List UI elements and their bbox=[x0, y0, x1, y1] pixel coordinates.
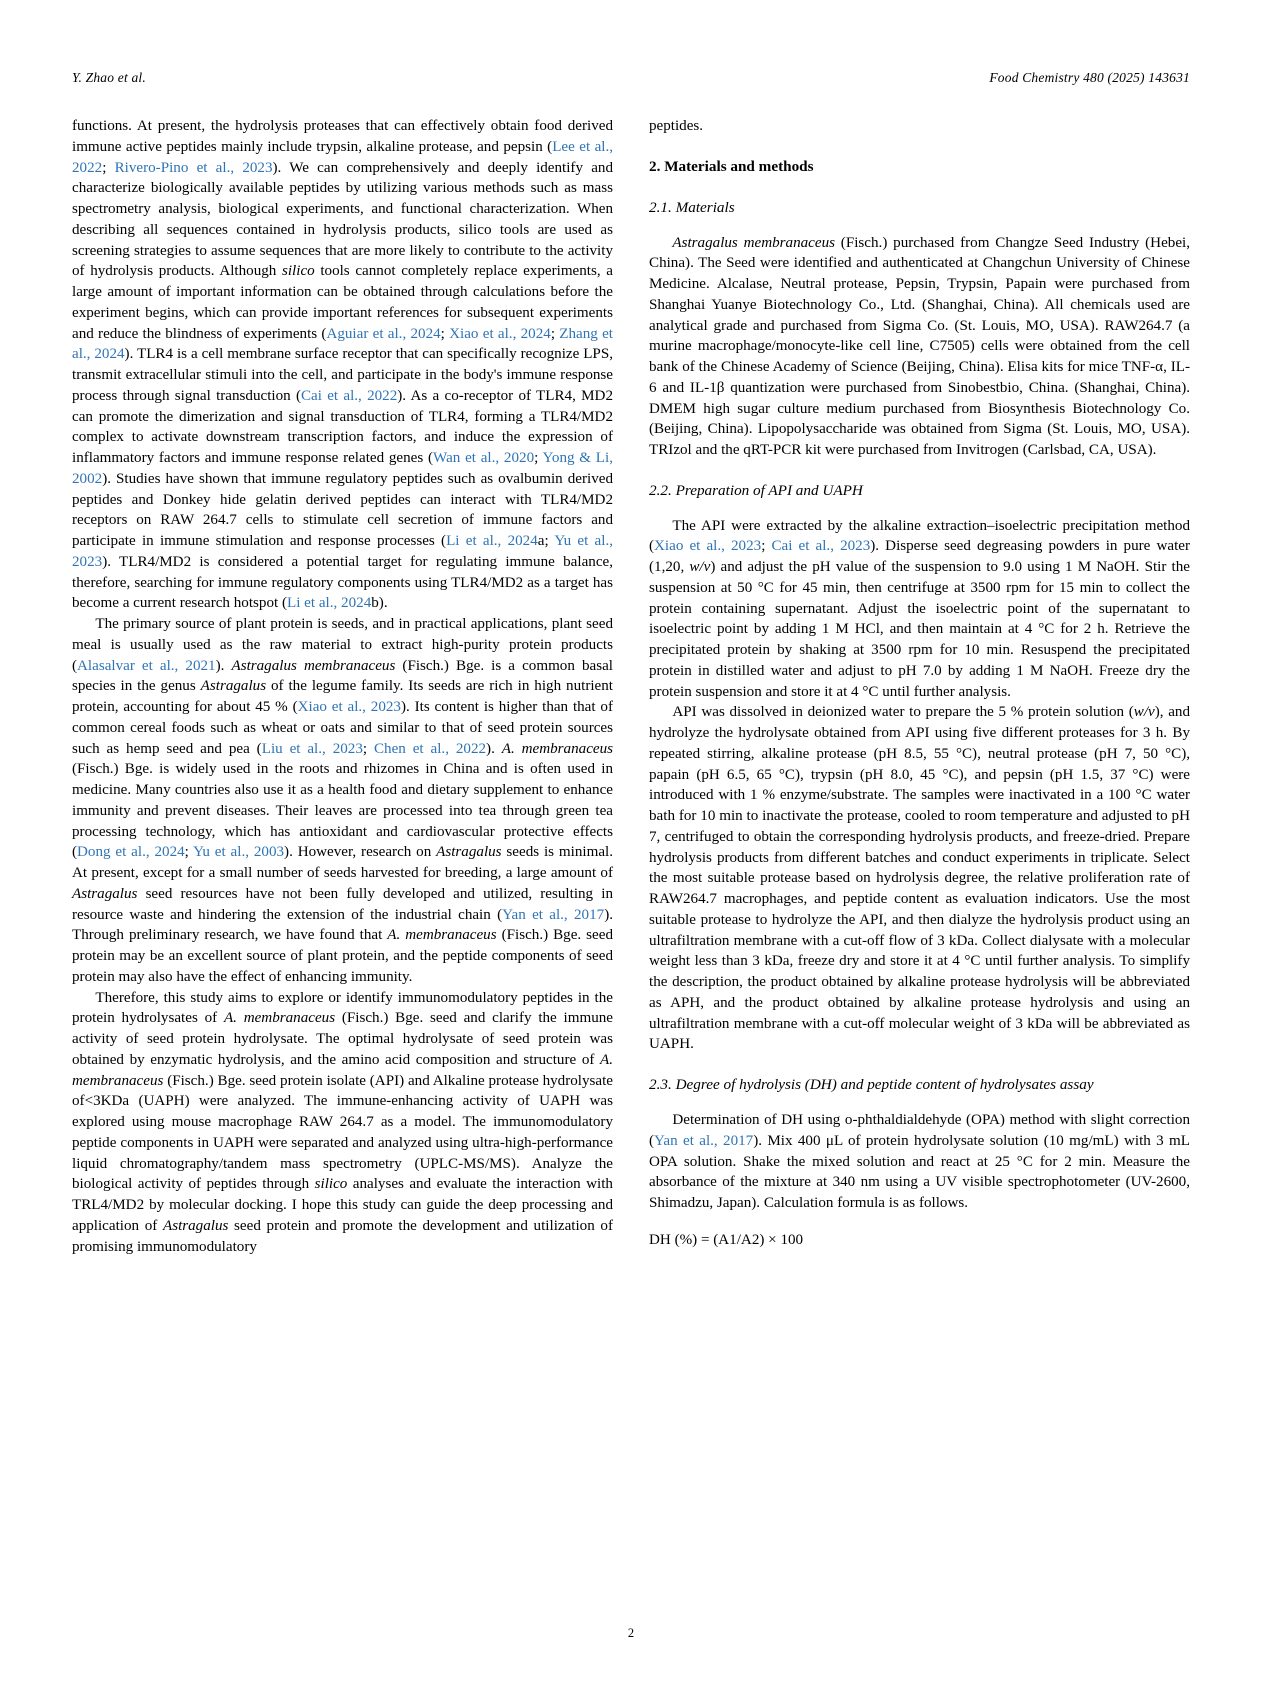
italic-silico: silico bbox=[281, 263, 315, 280]
text-run: Therefore, this study aims to explore or identify immunomodulatory peptides in the protein hydrolysates of bbox=[72, 989, 613, 1027]
citation-xiao-2023[interactable]: Xiao et al., 2023 bbox=[297, 699, 401, 715]
text-run: ). bbox=[215, 657, 232, 674]
paragraph-materials bbox=[649, 233, 1190, 461]
text-run: The API were extracted by the alkaline extraction–isoelectric precipitation method ( bbox=[649, 517, 1190, 555]
citation-rivero-pino-2023[interactable]: Rivero-Pino et al., 2023 bbox=[114, 159, 273, 176]
text-run: functions. At present, the hydrolysis proteases that can effectively obtain food derived immune active peptides mainly include trypsin, alkaline protease, and pepsin ( bbox=[72, 118, 613, 155]
text-run: ; bbox=[544, 533, 555, 549]
citation-wan-2020[interactable]: Wan et al., 2020 bbox=[433, 450, 535, 466]
citation-lee-2022[interactable]: Lee et al., 2022 bbox=[72, 138, 614, 176]
italic-a-membranaceus-3: A. membranaceus bbox=[223, 1010, 336, 1027]
italic-astragalus-4: Astragalus bbox=[72, 885, 138, 902]
citation-zhang-2024[interactable]: Zhang et al., 2024 bbox=[72, 325, 614, 363]
text-run: analyses and evaluate the interaction with TRL4/MD2 by molecular docking. I hope this study can guide the deep processing and application of bbox=[72, 1176, 613, 1234]
text-run: ; bbox=[102, 159, 115, 176]
text-run: ; bbox=[184, 844, 194, 861]
paragraph-peptides-continuation: peptides. bbox=[649, 118, 704, 134]
text-run: b bbox=[371, 595, 379, 612]
paragraph-plant-protein bbox=[72, 614, 613, 988]
citation-yan-2017-right[interactable]: Yan et al., 2017 bbox=[654, 1132, 754, 1149]
citation-li-2024a[interactable]: Li et al., 2024 bbox=[446, 533, 538, 549]
citation-yan-2017[interactable]: Yan et al., 2017 bbox=[502, 906, 605, 923]
text-run: ; bbox=[362, 740, 374, 757]
subsection-heading-preparation: 2.2. Preparation of API and UAPH bbox=[649, 481, 863, 499]
formula-dh: DH (%) = (A1/A2) × 100 bbox=[649, 1231, 804, 1248]
citation-yu-2003[interactable]: Yu et al., 2003 bbox=[193, 844, 285, 861]
text-run: (Fisch.) Bge. seed protein isolate (API) and Alkaline protease hydrolysate of<3KDa (UAPH) were analyzed. The immune-enhancing activity of UAPH was explored using mouse macrophage RAW 264.7 as a model. The immunomodulatory peptide components in UAPH were separated and analyzed using ultra-high-performance liquid chromatography/tandem mass spectrometry (UPLC-MS/MS). Analyze the biological activity of peptides through bbox=[72, 1072, 613, 1193]
running-head-authors: Y. Zhao et al. bbox=[72, 70, 146, 85]
running-head bbox=[72, 70, 1190, 86]
italic-astragalus-membranaceus-materials: Astragalus membranaceus bbox=[672, 234, 835, 251]
text-run: seed protein and promote the development and utilization of promising immunomodulatory bbox=[72, 1217, 613, 1255]
subsection-heading-degree-of-hydrolysis: 2.3. Degree of hydrolysis (DH) and peptide content of hydrolysates assay bbox=[649, 1076, 1094, 1094]
text-run: ). bbox=[378, 595, 388, 612]
text-run: ). Its content is higher than that of common cereal foods such as wheat or oats and similar to that of seed protein sources such as hemp seed and pea ( bbox=[72, 699, 613, 757]
italic-astragalus-5: Astragalus bbox=[162, 1217, 229, 1234]
italic-silico-2: silico bbox=[314, 1176, 348, 1193]
paragraph-dh-determination bbox=[649, 1110, 1190, 1214]
text-run: The primary source of plant protein is seeds, and in practical applications, plant seed meal is usually used as the raw material to extract high-purity protein products ( bbox=[72, 616, 613, 674]
text-run: seeds is minimal. At present, except for a small number of seeds harvested for breeding, a large amount of bbox=[72, 844, 613, 881]
citation-li-2024b[interactable]: Li et al., 2024 bbox=[286, 595, 372, 612]
text-run: a bbox=[537, 533, 545, 549]
text-run: ). Mix 400 μL of protein hydrolysate solution (10 mg/mL) with 3 mL OPA solution. Shake the mixed solution and react at 25 °C for 2 min. Measure the absorbance of the mixture at 340 nm using a UV visible spectrophotometer (UV-2600, Shimadzu, Japan). Calculation formula is as follows. bbox=[649, 1132, 1190, 1212]
text-run: ), and hydrolyze the hydrolysate obtained from API using five different proteases for 3 h. By repeated stirring, alkaline protease (pH 8.5, 55 °C), neutral protease (pH 7, 50 °C), papain (pH 6.5, 65 °C), trypsin (pH 8.0, 45 °C), and pepsin (pH 1.5, 37 °C) were introduced with 1 % enzyme/substrate. The samples were inactivated in a 100 °C water bath for 10 min to inactivate the protease, cooled to room temperature and adjusted to pH 7, centrifuged to obtain the corresponding hydrolysis products, and freeze-dried. Prepare hydrolysis products from different batches and conduct experiments in triplicate. Select the most suitable protease based on hydrolysis degree, the relative proliferation rate of RAW264.7 macrophages, and peptide content as evaluation indicators. Use the most suitable protease to hydrolyze the API, and then dialyze the hydrolysis product using an ultrafiltration membrane with a cut-off flow of 3 kDa. Collect dialysate with a molecular weight less than 3 kDa, freeze dry and store it at 4 °C until further analysis. To simplify the description, the product obtained by alkaline protease hydrolysis will be abbreviated as APH, and the product obtained by alkaline protease hydrolysis and using an ultrafiltration membrane with a cut-off molecular weight of 3 kDa will be abbreviated as UAPH. bbox=[649, 704, 1190, 1053]
citation-yong-li-2002[interactable]: Yong & Li, 2002 bbox=[72, 450, 613, 487]
text-run: ; bbox=[440, 325, 450, 342]
text-run: (Fisch.) purchased from Changze Seed Industry (Hebei, China). The Seed were identified and authenticated at Changchun University of Chinese Medicine. Alcalase, Neutral protease, Pepsin, Trypsin, Papain were purchased from Shanghai Yuanye Biotechnology Co., Ltd. (Shanghai, China). All chemicals used are analytical grade and purchased from Sigma Co. (St. Louis, MO, USA). RAW264.7 (a murine macrophage/monocyte-like cell line, C7505) cells were obtained from the cell bank of the Chinese Academy of Science (Beijing, China). Elisa kits for mice TNF-α, IL-6 and IL-1β quantization were purchased from Sinobestbio, China. (Shanghai, China). DMEM high sugar culture medium purchased from Biosynthesis Biotechnology Co. (Beijing, China). Lipopolysaccharide was obtained from Sigma (St. Louis, MO, USA). TRIzol and the qRT-PCR kit were purchased from Invitrogen (Carlsbad, CA, USA). bbox=[649, 234, 1190, 459]
text-run: (Fisch.) Bge. is a common basal species in the genus bbox=[72, 657, 613, 695]
italic-a-membranaceus-4: A. membranaceus bbox=[72, 1051, 613, 1089]
paragraph-api-extraction bbox=[649, 516, 1190, 703]
running-head-journal: Food Chemistry 480 (2025) 143631 bbox=[989, 70, 1190, 85]
text-run: ). Studies have shown that immune regulatory peptides such as ovalbumin derived peptides and Donkey hide gelatin derived peptides can interact with TLR4/MD2 receptors on RAW 264.7 cells to stimulate cell secretion of immune factors and participate in immune stimulation and response processes ( bbox=[72, 470, 613, 549]
text-run: (Fisch.) Bge. seed protein may be an excellent source of plant protein, and the peptide components of seed protein may also have the effect of enhancing immunity. bbox=[72, 927, 613, 985]
text-run: ). Through preliminary research, we have found that bbox=[72, 906, 614, 944]
text-run: (Fisch.) Bge. seed and clarify the immune activity of seed protein hydrolysate. The optimal hydrolysate of seed protein was obtained by enzymatic hydrolysis, and the amino acid composition and structure of bbox=[72, 1010, 613, 1068]
paragraph-study-aims bbox=[72, 988, 613, 1258]
text-run: ). TLR4 is a cell membrane surface receptor that can specifically recognize LPS, transmit extracellular stimuli into the cell, and participate in the body's immune response process through signal transduction ( bbox=[72, 346, 613, 404]
italic-astragalus-3: Astragalus bbox=[436, 844, 502, 861]
text-run: ). As a co-receptor of TLR4, MD2 can promote the dimerization and signal transduction of TLR4, forming a TLR4/MD2 complex to activate downstream transcription factors, and induce the expression of inflammatory factors and immune response related genes ( bbox=[72, 387, 613, 466]
italic-astragalus-membranaceus: Astragalus membranaceus bbox=[231, 657, 396, 674]
text-run: ). bbox=[486, 740, 502, 757]
text-run: (Fisch.) Bge. is widely used in the roots and rhizomes in China and is often used in medicine. Many countries also use it as a health food and dietary supplement to enhance immunity and prevent diseases. Their leaves are processed into tea through green tea processing technology, which has antioxidant and cardiovascular protective effects ( bbox=[72, 761, 613, 861]
text-run: ; bbox=[550, 325, 560, 342]
text-run: API was dissolved in deionized water to prepare the 5 % protein solution ( bbox=[672, 704, 1134, 721]
citation-yu-2023[interactable]: Yu et al., 2023 bbox=[72, 533, 613, 570]
two-column-body bbox=[72, 116, 1190, 1257]
paragraph-api-hydrolysis bbox=[649, 702, 1190, 1055]
citation-aguiar-2024[interactable]: Aguiar et al., 2024 bbox=[326, 325, 441, 342]
subsection-heading-materials: 2.1. Materials bbox=[649, 198, 735, 216]
italic-wv-2: w/v bbox=[1133, 704, 1155, 721]
text-run: ). We can comprehensively and deeply identify and characterize biologically available peptides by utilizing various methods such as mass spectrometry analysis, biological experiments, and functional characterization. When describing all sequences contained in hydrolysis products, silico tools are used as screening strategies to assume sequences that are more likely to contribute to the activity of hydrolysis products. Although bbox=[72, 159, 614, 280]
section-heading-materials-and-methods: 2. Materials and methods bbox=[649, 157, 814, 175]
paragraph-continuation bbox=[72, 116, 613, 614]
citation-cai-2022[interactable]: Cai et al., 2022 bbox=[300, 387, 398, 404]
citation-cai-2023[interactable]: Cai et al., 2023 bbox=[771, 538, 871, 555]
text-run: ). TLR4/MD2 is considered a potential target for regulating immune balance, therefore, searching for immune regulatory components using TLR4/MD2 as a target has become a current research hotspot ( bbox=[72, 553, 613, 612]
text-run: ) and adjust the pH value of the suspension to 9.0 using 1 M NaOH. Stir the suspension at 50 °C for 45 min, then centrifuge at 3500 rpm for 15 min to collect the protein containing supernatant. Adjust the isoelectric point of the supernatant to isoelectric point by adding 1 M HCl, and then maintain at 4 °C for 2 h. Retrieve the precipitated protein by shaking at 3500 rpm for 10 min. Resuspend the precipitated protein in distilled water and adjust to pH 7.0 by adding 1 M NaOH. Freeze dry the protein suspension and store it at 4 °C until further analysis. bbox=[649, 559, 1190, 700]
text-run: ; bbox=[761, 538, 772, 555]
page-number: 2 bbox=[627, 1626, 635, 1640]
text-run: ). Disperse seed degreasing powders in pure water (1,20, bbox=[649, 538, 1190, 576]
text-run: ). However, research on bbox=[284, 844, 437, 861]
text-run: Determination of DH using o-phthaldialdehyde (OPA) method with slight correction ( bbox=[649, 1112, 1190, 1149]
italic-wv: w/v bbox=[689, 559, 711, 576]
citation-xiao-2023-right[interactable]: Xiao et al., 2023 bbox=[654, 538, 762, 555]
citation-alasalvar-2021[interactable]: Alasalvar et al., 2021 bbox=[77, 657, 216, 674]
italic-a-membranaceus: A. membranaceus bbox=[501, 740, 614, 757]
left-column bbox=[72, 116, 613, 1257]
text-run: of the legume family. Its seeds are rich in high nutrient protein, accounting for about 45 % ( bbox=[72, 678, 613, 715]
citation-liu-2023[interactable]: Liu et al., 2023 bbox=[261, 740, 363, 757]
right-column bbox=[649, 116, 1190, 1257]
citation-xiao-2024[interactable]: Xiao et al., 2024 bbox=[449, 325, 551, 342]
text-run: tools cannot completely replace experiments, a large amount of important information can be obtained through calculations before the experiment begins, which can provide important references for subsequent experiments and reduce the blindness of experiments ( bbox=[72, 263, 613, 342]
citation-chen-2022[interactable]: Chen et al., 2022 bbox=[373, 740, 487, 757]
text-run: seed resources have not been fully developed and utilized, resulting in resource waste and hindering the extension of the industrial chain ( bbox=[72, 885, 613, 923]
italic-astragalus: Astragalus bbox=[200, 678, 267, 695]
citation-dong-2024[interactable]: Dong et al., 2024 bbox=[77, 844, 185, 861]
italic-a-membranaceus-2: A. membranaceus bbox=[387, 927, 497, 944]
text-run: ; bbox=[534, 450, 543, 466]
